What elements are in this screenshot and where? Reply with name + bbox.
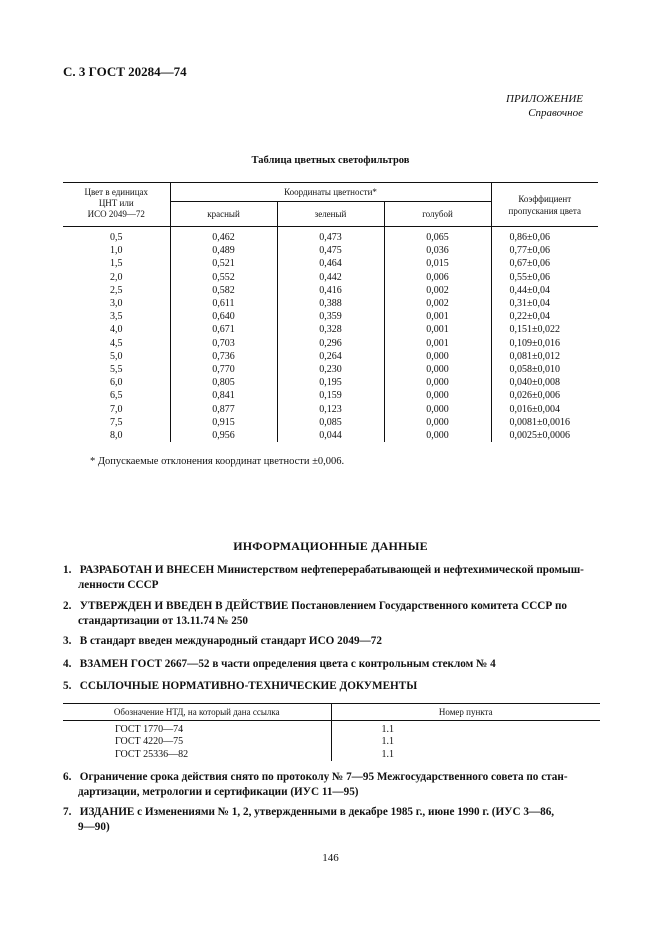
cell-color-units: 7,0 — [63, 403, 170, 416]
table-row — [63, 749, 600, 761]
cell-green: 0,195 — [277, 376, 384, 389]
cell-color-units: 4,5 — [63, 337, 170, 350]
cell-green: 0,416 — [277, 284, 384, 297]
cell-color-units: 1,5 — [63, 257, 170, 270]
cell-blue: 0,000 — [384, 350, 491, 363]
cell-coefficient: 0,081±0,012 — [509, 350, 560, 362]
ref-cell-doc: ГОСТ 1770—74 — [63, 721, 331, 737]
col-header-color: Цвет в единицах ЦНТ или ИСО 2049—72 — [63, 183, 170, 227]
cell-red: 0,841 — [170, 389, 277, 402]
table-row — [63, 363, 598, 376]
cell-green: 0,388 — [277, 297, 384, 310]
cell-coefficient: 0,22±0,04 — [509, 311, 550, 323]
table-row — [63, 429, 598, 442]
cell-blue: 0,000 — [384, 363, 491, 376]
table-row — [63, 736, 600, 748]
cell-red: 0,582 — [170, 284, 277, 297]
col-header-coef: Коэффициент пропускания цвета — [491, 183, 598, 227]
table-row — [63, 376, 598, 389]
cell-color-units: 0,5 — [63, 227, 170, 245]
cell-green: 0,473 — [277, 227, 384, 245]
cell-blue: 0,002 — [384, 297, 491, 310]
info-item-1: 1. РАЗРАБОТАН И ВНЕСЕН Министерством нефтеперерабатывающей и нефтехимической промыш- ленности СССР — [63, 564, 584, 591]
table-row — [63, 323, 598, 336]
cell-blue: 0,001 — [384, 323, 491, 336]
appendix-subtitle: Справочное — [528, 107, 583, 119]
cell-blue: 0,036 — [384, 244, 491, 257]
table-row — [63, 244, 598, 257]
color-filter-table — [63, 182, 598, 442]
table-row — [63, 227, 598, 245]
cell-coefficient: 0,040±0,008 — [509, 377, 560, 389]
reference-table-body — [63, 721, 600, 762]
cell-blue: 0,000 — [384, 389, 491, 402]
cell-color-units: 5,5 — [63, 363, 170, 376]
table-row — [63, 271, 598, 284]
table-row — [63, 337, 598, 350]
appendix-label — [506, 92, 583, 120]
table-row — [63, 350, 598, 363]
cell-green: 0,044 — [277, 429, 384, 442]
info-item-4: 4. ВЗАМЕН ГОСТ 2667—52 в части определения цвета с контрольным стеклом № 4 — [63, 658, 496, 670]
ref-header-item: Номер пункта — [331, 704, 600, 721]
cell-red: 0,521 — [170, 257, 277, 270]
table-row — [63, 310, 598, 323]
cell-red: 0,877 — [170, 403, 277, 416]
cell-green: 0,085 — [277, 416, 384, 429]
cell-coefficient: 0,0025±0,0006 — [509, 430, 570, 442]
table-row — [63, 284, 598, 297]
cell-coefficient: 0,026±0,006 — [509, 390, 560, 402]
cell-red: 0,736 — [170, 350, 277, 363]
table-row — [63, 403, 598, 416]
cell-green: 0,442 — [277, 271, 384, 284]
cell-green: 0,230 — [277, 363, 384, 376]
cell-color-units: 2,5 — [63, 284, 170, 297]
cell-green: 0,328 — [277, 323, 384, 336]
cell-coefficient: 0,016±0,004 — [509, 403, 560, 415]
cell-color-units: 3,0 — [63, 297, 170, 310]
cell-color-units: 3,5 — [63, 310, 170, 323]
table-title: Таблица цветных светофильтров — [251, 155, 410, 166]
info-title: ИНФОРМАЦИОННЫЕ ДАННЫЕ — [233, 539, 428, 553]
cell-coefficient: 0,77±0,06 — [509, 245, 550, 257]
subheader-green: зеленый — [277, 202, 384, 227]
ref-cell-doc: ГОСТ 25336—82 — [63, 749, 331, 761]
cell-red: 0,552 — [170, 271, 277, 284]
cell-blue: 0,000 — [384, 376, 491, 389]
cell-red: 0,770 — [170, 363, 277, 376]
table-row — [63, 257, 598, 270]
cell-coefficient: 0,55±0,06 — [509, 271, 550, 283]
info-item-5: 5. ССЫЛОЧНЫЕ НОРМАТИВНО-ТЕХНИЧЕСКИЕ ДОКУМЕНТЫ — [63, 680, 418, 692]
cell-red: 0,462 — [170, 227, 277, 245]
cell-color-units: 8,0 — [63, 429, 170, 442]
cell-blue: 0,000 — [384, 429, 491, 442]
page-header: С. 3 ГОСТ 20284—74 — [63, 64, 187, 79]
cell-green: 0,159 — [277, 389, 384, 402]
cell-blue: 0,001 — [384, 337, 491, 350]
reference-table — [63, 703, 600, 761]
cell-red: 0,805 — [170, 376, 277, 389]
cell-red: 0,915 — [170, 416, 277, 429]
cell-coefficient: 0,44±0,04 — [509, 284, 550, 296]
cell-color-units: 2,0 — [63, 271, 170, 284]
ref-header-doc: Обозначение НТД, на который дана ссылка — [63, 704, 331, 721]
table-row — [63, 416, 598, 429]
cell-color-units: 7,5 — [63, 416, 170, 429]
ref-cell-item: 1.1 — [381, 736, 394, 748]
subheader-blue: голубой — [384, 202, 491, 227]
cell-color-units: 6,5 — [63, 389, 170, 402]
cell-blue: 0,000 — [384, 403, 491, 416]
info-item-2: 2. УТВЕРЖДЕН И ВВЕДЕН В ДЕЙСТВИЕ Постановлением Государственного комитета СССР по стандартизации от 13.11.74 № 250 — [63, 600, 568, 627]
cell-blue: 0,015 — [384, 257, 491, 270]
cell-red: 0,956 — [170, 429, 277, 442]
cell-green: 0,296 — [277, 337, 384, 350]
cell-green: 0,264 — [277, 350, 384, 363]
info-item-6: 6. Ограничение срока действия снято по протоколу № 7—95 Межгосударственного совета по стан- дартизации, метрологии и сертификации (ИУС 11—95) — [63, 771, 568, 798]
cell-green: 0,359 — [277, 310, 384, 323]
table-row — [63, 297, 598, 310]
cell-red: 0,489 — [170, 244, 277, 257]
cell-coefficient: 0,67±0,06 — [509, 258, 550, 270]
cell-color-units: 4,0 — [63, 323, 170, 336]
cell-red: 0,640 — [170, 310, 277, 323]
ref-cell-item: 1.1 — [381, 748, 394, 760]
table-row — [63, 389, 598, 402]
color-table-body — [63, 227, 598, 443]
cell-green: 0,464 — [277, 257, 384, 270]
cell-blue: 0,002 — [384, 284, 491, 297]
cell-green: 0,123 — [277, 403, 384, 416]
cell-blue: 0,000 — [384, 416, 491, 429]
table-row — [63, 721, 600, 737]
cell-color-units: 6,0 — [63, 376, 170, 389]
cell-red: 0,611 — [170, 297, 277, 310]
cell-coefficient: 0,151±0,022 — [509, 324, 560, 336]
cell-color-units: 1,0 — [63, 244, 170, 257]
cell-red: 0,703 — [170, 337, 277, 350]
col-header-coords: Координаты цветности* — [170, 183, 491, 202]
cell-blue: 0,006 — [384, 271, 491, 284]
cell-coefficient: 0,0081±0,0016 — [509, 416, 570, 428]
cell-coefficient: 0,058±0,010 — [509, 364, 560, 376]
page-number: 146 — [322, 852, 339, 864]
info-item-7: 7. ИЗДАНИЕ с Изменениями № 1, 2, утвержденными в декабре 1985 г., июне 1990 г. (ИУС 3—86, 9—90) — [63, 806, 555, 833]
ref-cell-item: 1.1 — [381, 724, 394, 735]
cell-coefficient: 0,109±0,016 — [509, 337, 560, 349]
appendix-title: ПРИЛОЖЕНИЕ — [506, 93, 583, 105]
ref-cell-doc: ГОСТ 4220—75 — [63, 736, 331, 748]
footnote: * Допускаемые отклонения координат цветности ±0,006. — [90, 456, 345, 467]
cell-coefficient: 0,86±0,06 — [509, 232, 550, 243]
subheader-red: красный — [170, 202, 277, 227]
cell-green: 0,475 — [277, 244, 384, 257]
cell-blue: 0,065 — [384, 227, 491, 245]
cell-red: 0,671 — [170, 323, 277, 336]
cell-color-units: 5,0 — [63, 350, 170, 363]
info-item-3: 3. В стандарт введен международный стандарт ИСО 2049—72 — [63, 635, 382, 647]
cell-blue: 0,001 — [384, 310, 491, 323]
cell-coefficient: 0,31±0,04 — [509, 298, 550, 310]
